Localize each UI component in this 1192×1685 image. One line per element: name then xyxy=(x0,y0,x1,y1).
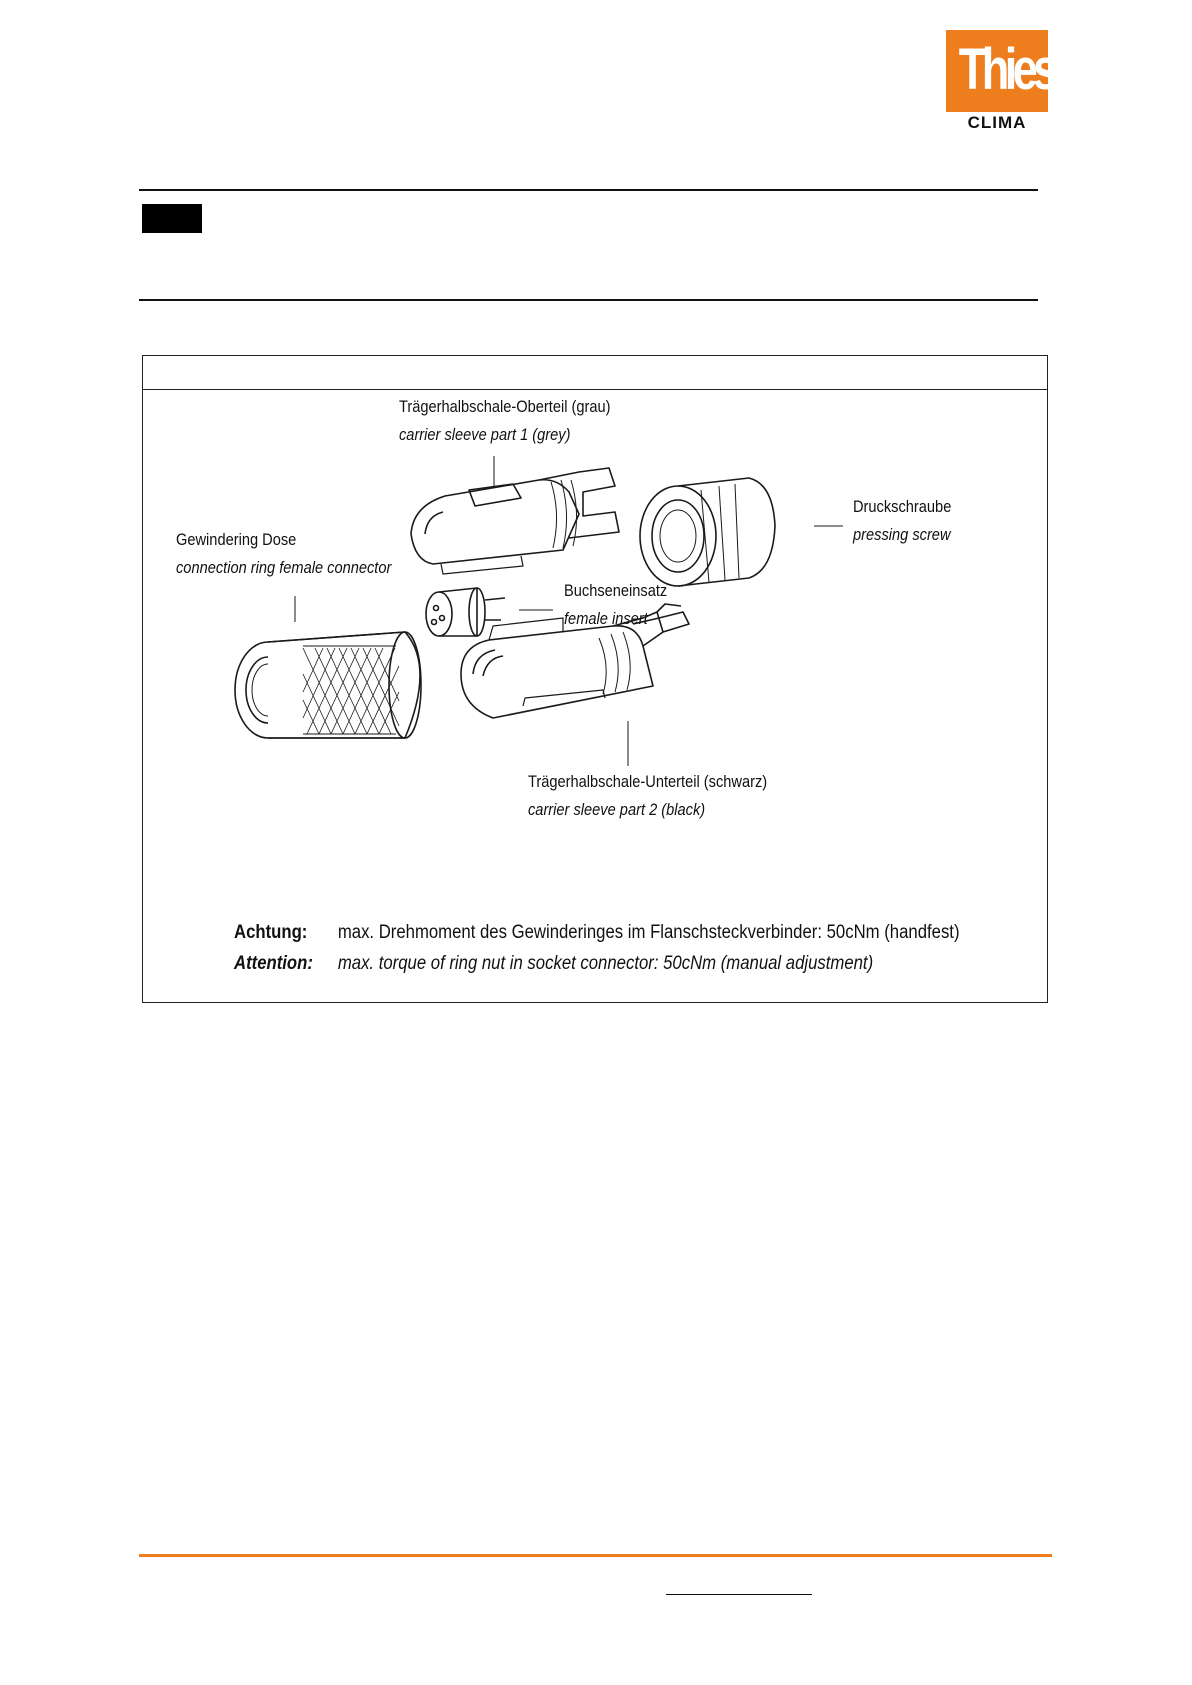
label-de: Trägerhalbschale-Oberteil (grau) xyxy=(399,397,611,416)
carrier-sleeve-upper-drawing xyxy=(411,468,619,574)
label-carrier-sleeve-lower xyxy=(528,768,767,824)
logo-badge xyxy=(946,30,1054,112)
label-en: female insert xyxy=(564,609,648,628)
label-en: connection ring female connector xyxy=(176,558,392,577)
connector-exploded-drawing xyxy=(143,356,1049,1004)
logo-wordmark: Thies xyxy=(958,37,1054,102)
label-connection-ring xyxy=(176,526,391,582)
label-de: Buchseneinsatz xyxy=(564,581,668,600)
header-rule-bottom xyxy=(139,299,1038,301)
attention-en-text: max. torque of ring nut in socket connector: 50cNm (manual adjustment) xyxy=(337,953,874,974)
logo-subtitle: CLIMA xyxy=(967,113,1027,132)
thies-clima-logo xyxy=(946,30,1054,132)
attention-en-key: Attention: xyxy=(234,953,313,974)
label-de: Gewindering Dose xyxy=(176,530,297,549)
label-de: Druckschraube xyxy=(853,497,952,516)
footer-link-underline[interactable] xyxy=(666,1594,812,1595)
attention-de-text: max. Drehmoment des Gewinderinges im Flanschsteckverbinder: 50cNm (handfest) xyxy=(337,922,960,943)
attention-de xyxy=(234,917,960,948)
footer-rule xyxy=(139,1554,1052,1557)
connection-ring-drawing xyxy=(235,632,421,738)
connector-figure xyxy=(142,355,1048,1003)
label-pressing-screw xyxy=(853,493,951,549)
label-carrier-sleeve-upper xyxy=(399,393,611,449)
attention-en xyxy=(234,948,873,979)
female-insert-drawing xyxy=(426,588,505,636)
label-de: Trägerhalbschale-Unterteil (schwarz) xyxy=(528,772,768,791)
label-female-insert xyxy=(564,577,667,633)
pressing-screw-drawing xyxy=(640,478,775,586)
label-en: carrier sleeve part 2 (black) xyxy=(528,800,706,819)
note-marker xyxy=(142,204,202,233)
attention-de-key: Achtung: xyxy=(234,922,308,943)
label-en: pressing screw xyxy=(853,525,951,544)
header-rule-top xyxy=(139,189,1038,191)
label-en: carrier sleeve part 1 (grey) xyxy=(399,425,571,444)
